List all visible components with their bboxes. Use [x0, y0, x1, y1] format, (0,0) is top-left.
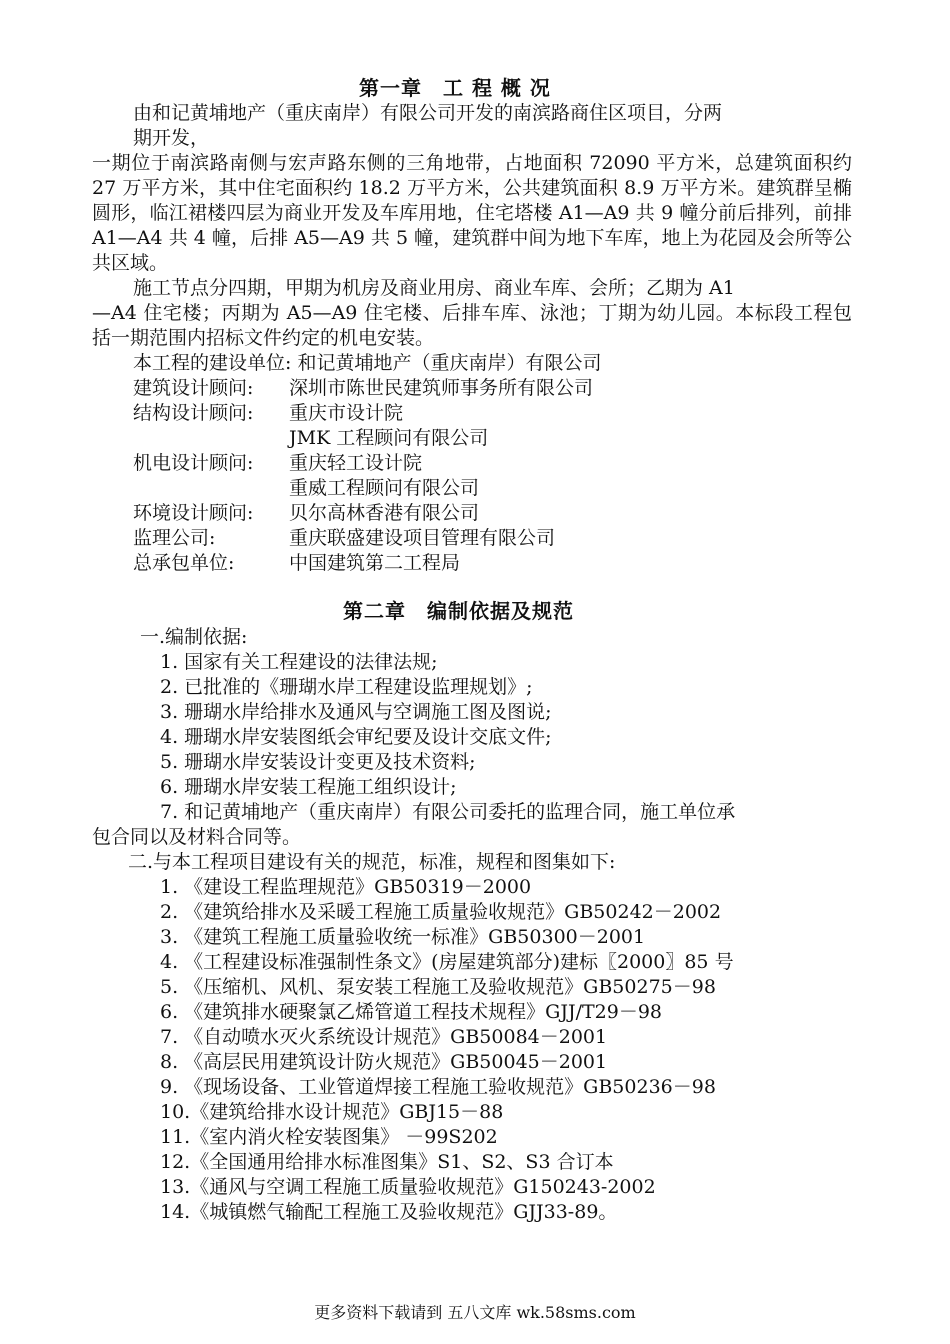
consultant-value: 重庆市设计院 — [289, 402, 404, 424]
standard-item: 2. 《建筑给排水及采暖工程施工质量验收规范》GB50242－2002 — [160, 901, 722, 923]
section-basis-heading: 一.编制依据: — [140, 626, 248, 648]
basis-item-continuation: 包合同以及材料合同等。 — [92, 826, 302, 848]
standard-item: 12.《全国通用给排水标准图集》S1、S2、S3 合订本 — [160, 1151, 614, 1173]
consultant-value: 重庆联盛建设项目管理有限公司 — [289, 527, 556, 549]
consultant-value: 深圳市陈世民建筑师事务所有限公司 — [289, 377, 594, 399]
paragraph-1-line2: 期开发， — [133, 127, 210, 149]
footer-text: 更多资料下载请到 五八文库 wk.58sms.com — [314, 1303, 636, 1322]
consultant-row — [133, 451, 422, 476]
consultant-label: 机电设计顾问: — [133, 452, 254, 474]
consultant-label: 监理公司: — [133, 527, 216, 549]
chapter1-title: 第一章 工 程 概 况 — [359, 76, 551, 100]
standard-item: 5. 《压缩机、风机、泵安装工程施工及验收规范》GB50275－98 — [160, 976, 716, 998]
consultant-row — [133, 476, 479, 501]
consultant-row — [133, 426, 488, 451]
basis-item: 7. 和记黄埔地产（重庆南岸）有限公司委托的监理合同，施工单位承 — [160, 801, 736, 823]
consultant-value: 重庆轻工设计院 — [289, 452, 423, 474]
standard-item: 13.《通风与空调工程施工质量验收规范》G150243-2002 — [160, 1176, 656, 1198]
section-standards-heading: 二.与本工程项目建设有关的规范，标准，规程和图集如下: — [128, 851, 616, 873]
standard-item: 7. 《自动喷水灭火系统设计规范》GB50084－2001 — [160, 1026, 608, 1048]
chapter2-title: 第二章 编制依据及规范 — [343, 599, 574, 623]
paragraph-1-line1: 由和记黄埔地产（重庆南岸）有限公司开发的南滨路商住区项目，分两 — [133, 102, 723, 124]
paragraph-3-line1: 施工节点分四期，甲期为机房及商业用房、商业车库、会所；乙期为 A1 — [133, 277, 735, 299]
basis-item: 5. 珊瑚水岸安装设计变更及技术资料; — [160, 751, 476, 773]
consultant-row — [133, 551, 460, 576]
standard-item: 4. 《工程建设标准强制性条文》(房屋建筑部分)建标〖2000〗85 号 — [160, 951, 734, 973]
standard-item: 9. 《现场设备、工业管道焊接工程施工验收规范》GB50236－98 — [160, 1076, 716, 1098]
consultant-label: 建筑设计顾问: — [133, 377, 254, 399]
standard-item: 11.《室内消火栓安装图集》 －99S202 — [160, 1126, 498, 1148]
consultant-row — [133, 526, 555, 551]
consultant-row — [133, 401, 403, 426]
basis-item: 4. 珊瑚水岸安装图纸会审纪要及设计交底文件; — [160, 726, 552, 748]
consultant-value: JMK 工程顾问有限公司 — [289, 427, 489, 449]
paragraph-3-rest: —A4 住宅楼；丙期为 A5—A9 住宅楼、后排车库、泳池；丁期为幼儿园。本标段工程包括一期范围内招标文件约定的机电安装。 — [92, 302, 852, 349]
basis-item: 3. 珊瑚水岸给排水及通风与空调施工图及图说; — [160, 701, 552, 723]
owner-line: 本工程的建设单位: 和记黄埔地产（重庆南岸）有限公司 — [133, 352, 602, 374]
consultant-value: 中国建筑第二工程局 — [289, 552, 461, 574]
consultant-label: 环境设计顾问: — [133, 502, 254, 524]
standard-item: 3. 《建筑工程施工质量验收统一标准》GB50300－2001 — [160, 926, 646, 948]
consultant-value: 重威工程顾问有限公司 — [289, 477, 480, 499]
basis-item: 6. 珊瑚水岸安装工程施工组织设计; — [160, 776, 457, 798]
standard-item: 6. 《建筑排水硬聚氯乙烯管道工程技术规程》GJJ/T29－98 — [160, 1001, 663, 1023]
standard-item: 10.《建筑给排水设计规范》GBJ15－88 — [160, 1101, 504, 1123]
paragraph-2: 一期位于南滨路南侧与宏声路东侧的三角地带，占地面积 72090 平方米，总建筑面积约 27 万平方米，其中住宅面积约 18.2 万平方米，公共建筑面积 8.9 万平方米。建筑群呈椭圆形，临江裙楼四层为商业开发及车库用地，住宅塔楼 A1—A9 共 9 幢分前后排列，前排 A1—A4 共 4 幢，后排 A5—A9 共 5 幢，建筑群中间为地下车库，地上为花园及会所等公共区域。 — [92, 152, 852, 274]
consultant-row — [133, 501, 479, 526]
standard-item: 1. 《建设工程监理规范》GB50319－2000 — [160, 876, 532, 898]
consultant-label: 总承包单位: — [133, 552, 235, 574]
consultant-value: 贝尔高林香港有限公司 — [289, 502, 480, 524]
standard-item: 8. 《高层民用建筑设计防火规范》GB50045－2001 — [160, 1051, 608, 1073]
consultant-label: 结构设计顾问: — [133, 402, 254, 424]
basis-item: 2. 已批准的《珊瑚水岸工程建设监理规划》; — [160, 676, 533, 698]
basis-item: 1. 国家有关工程建设的法律法规; — [160, 651, 438, 673]
consultant-row — [133, 376, 593, 401]
standard-item: 14.《城镇燃气输配工程施工及验收规范》GJJ33-89。 — [160, 1201, 618, 1223]
